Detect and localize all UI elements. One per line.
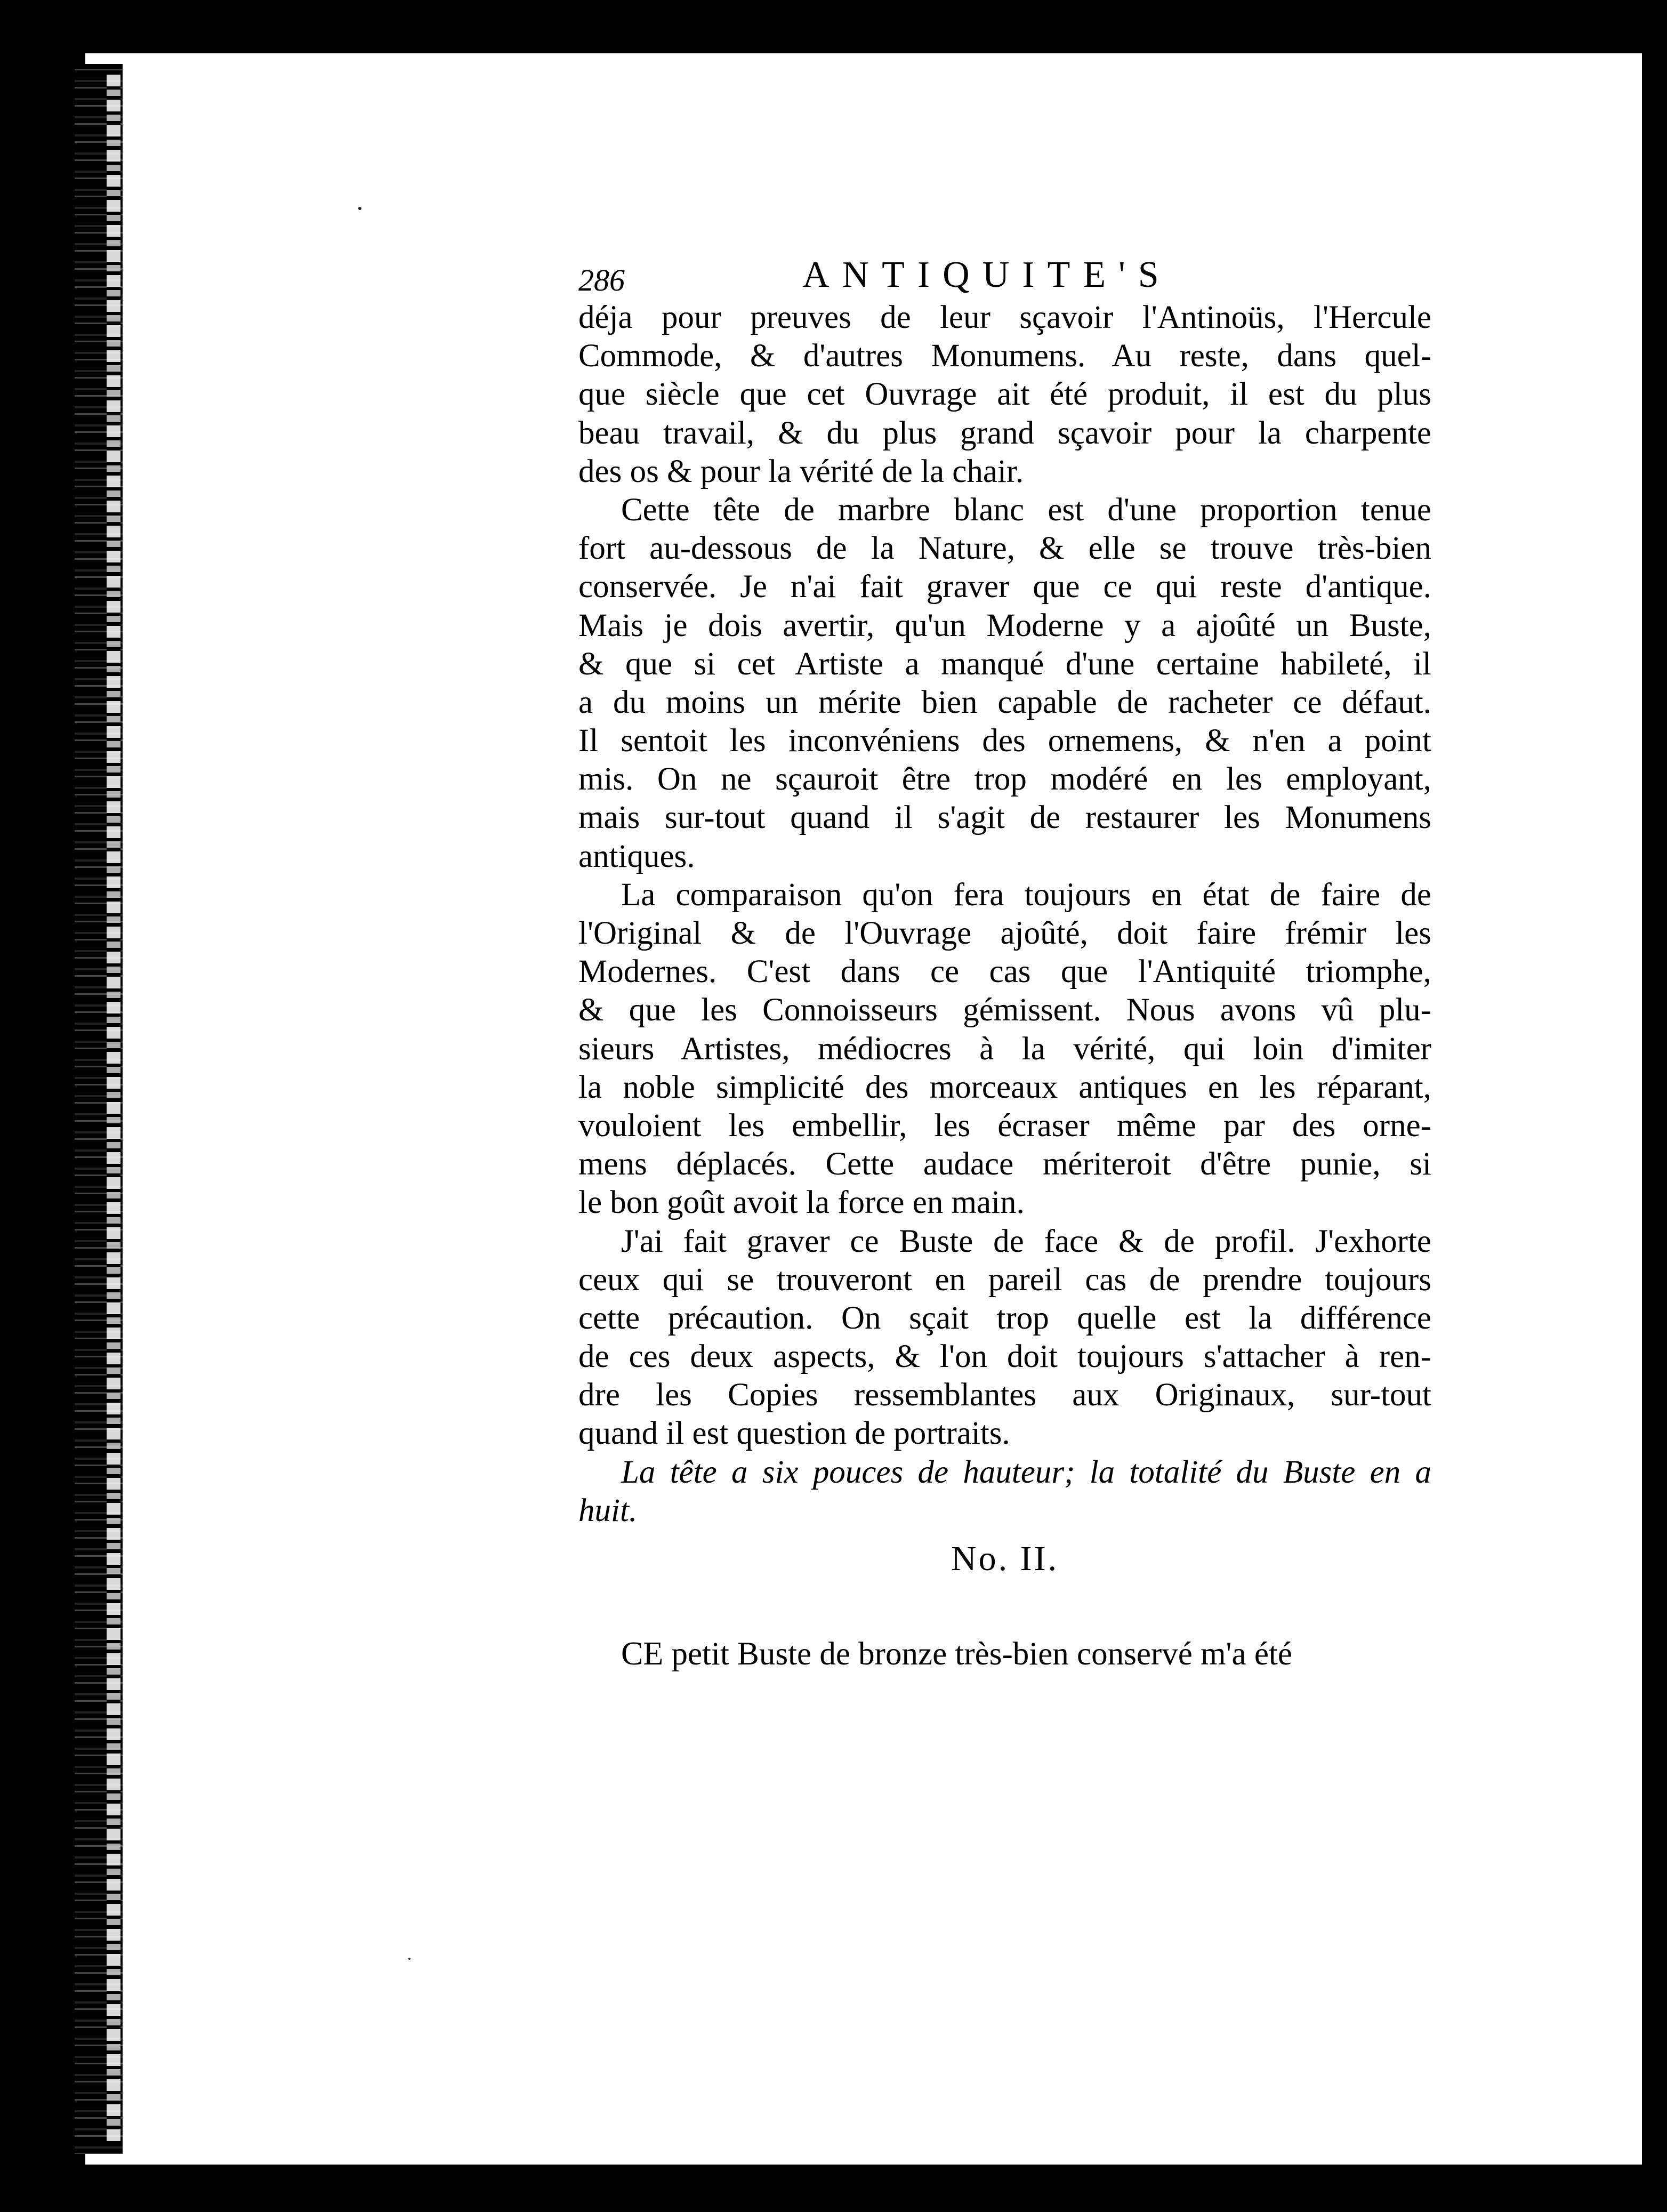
text-line: a du moins un mérite bien capable de racheter ce défaut. bbox=[578, 684, 1431, 720]
text-line: que siècle que cet Ouvrage ait été produit, il est du plus bbox=[578, 376, 1431, 413]
paragraph bbox=[578, 491, 1431, 876]
text-line: mis. On ne sçauroit être trop modéré en les employant, bbox=[578, 761, 1431, 798]
text-line: déja pour preuves de leur sçavoir l'Antinoüs, l'Hercule bbox=[578, 300, 1431, 335]
text-line: ceux qui se trouveront en pareil cas de prendre toujours bbox=[578, 1261, 1431, 1298]
text-line: fort au-dessous de la Nature, & elle se trouve très-bien bbox=[578, 530, 1431, 567]
text-line: huit. bbox=[578, 1492, 638, 1529]
text-line bbox=[578, 1635, 1431, 1673]
text-line: l'Original & de l'Ouvrage ajoûté, doit faire frémir les bbox=[578, 915, 1431, 951]
section-number: No. II. bbox=[951, 1539, 1059, 1578]
text-line: cette précaution. On sçait trop quelle est la différence bbox=[578, 1300, 1431, 1336]
text-line: Il sentoit les inconvéniens des ornemens, & n'en a point bbox=[578, 723, 1431, 759]
text-line: Commode, & d'autres Monumens. Au reste, dans quel- bbox=[578, 338, 1431, 374]
text-line: & que si cet Artiste a manqué d'une certaine habileté, il bbox=[578, 646, 1431, 682]
text-line: dre les Copies ressemblantes aux Originaux, sur-tout bbox=[578, 1377, 1431, 1413]
ink-speck bbox=[358, 207, 361, 210]
running-head bbox=[578, 256, 1431, 299]
text-line: le bon goût avoit la force en main. bbox=[578, 1185, 1025, 1221]
text-line: mais sur-tout quand il s'agit de restaurer les Monumens bbox=[578, 800, 1431, 836]
ink-speck bbox=[408, 1958, 410, 1960]
text-line: & que les Connoisseurs gémissent. Nous avons vû plu- bbox=[578, 992, 1431, 1028]
text-line: la noble simplicité des morceaux antiques en les réparant, bbox=[578, 1069, 1431, 1105]
text-line: mens déplacés. Cette audace mériteroit d'être punie, si bbox=[578, 1146, 1431, 1183]
text-line: Modernes. C'est dans ce cas que l'Antiquité triomphe, bbox=[578, 954, 1431, 990]
text-line: des os & pour la vérité de la chair. bbox=[578, 453, 1024, 489]
paragraph bbox=[578, 1635, 1431, 1673]
text-line: antiques. bbox=[578, 838, 695, 874]
text-line: vouloient les embellir, les écraser même par des orne- bbox=[578, 1107, 1431, 1144]
initial-word: CE bbox=[621, 1636, 664, 1672]
text-block bbox=[578, 256, 1431, 1673]
text-line: conservée. Je n'ai fait graver que ce qui reste d'antique. bbox=[578, 569, 1431, 605]
text-line-rest: petit Buste de bronze très-bien conservé m'a été bbox=[663, 1636, 1292, 1672]
spacer bbox=[578, 1586, 1431, 1635]
paragraph bbox=[578, 876, 1431, 1222]
text-line: beau travail, & du plus grand sçavoir pour la charpente bbox=[578, 415, 1431, 451]
text-line: sieurs Artistes, médiocres à la vérité, qui loin d'imiter bbox=[578, 1031, 1431, 1067]
paragraph bbox=[578, 1222, 1431, 1453]
paragraph bbox=[578, 299, 1431, 491]
dimension-note bbox=[578, 1453, 1431, 1530]
text-line: La comparaison qu'on fera toujours en état de faire de bbox=[621, 876, 1431, 913]
running-title: ANTIQUITE'S bbox=[802, 254, 1172, 295]
binding-edge-texture bbox=[107, 75, 120, 2143]
page-number: 286 bbox=[578, 263, 625, 297]
text-line: quand il est question de portraits. bbox=[578, 1415, 1010, 1452]
text-line: Cette tête de marbre blanc est d'une proportion tenue bbox=[621, 492, 1431, 528]
text-line: J'ai fait graver ce Buste de face & de profil. J'exhorte bbox=[621, 1223, 1431, 1259]
text-line: de ces deux aspects, & l'on doit toujours s'attacher à ren- bbox=[578, 1339, 1431, 1375]
text-line: Mais je dois avertir, qu'un Moderne y a ajoûté un Buste, bbox=[578, 607, 1431, 644]
text-line: La tête a six pouces de hauteur; la totalité du Buste en a bbox=[621, 1454, 1431, 1490]
